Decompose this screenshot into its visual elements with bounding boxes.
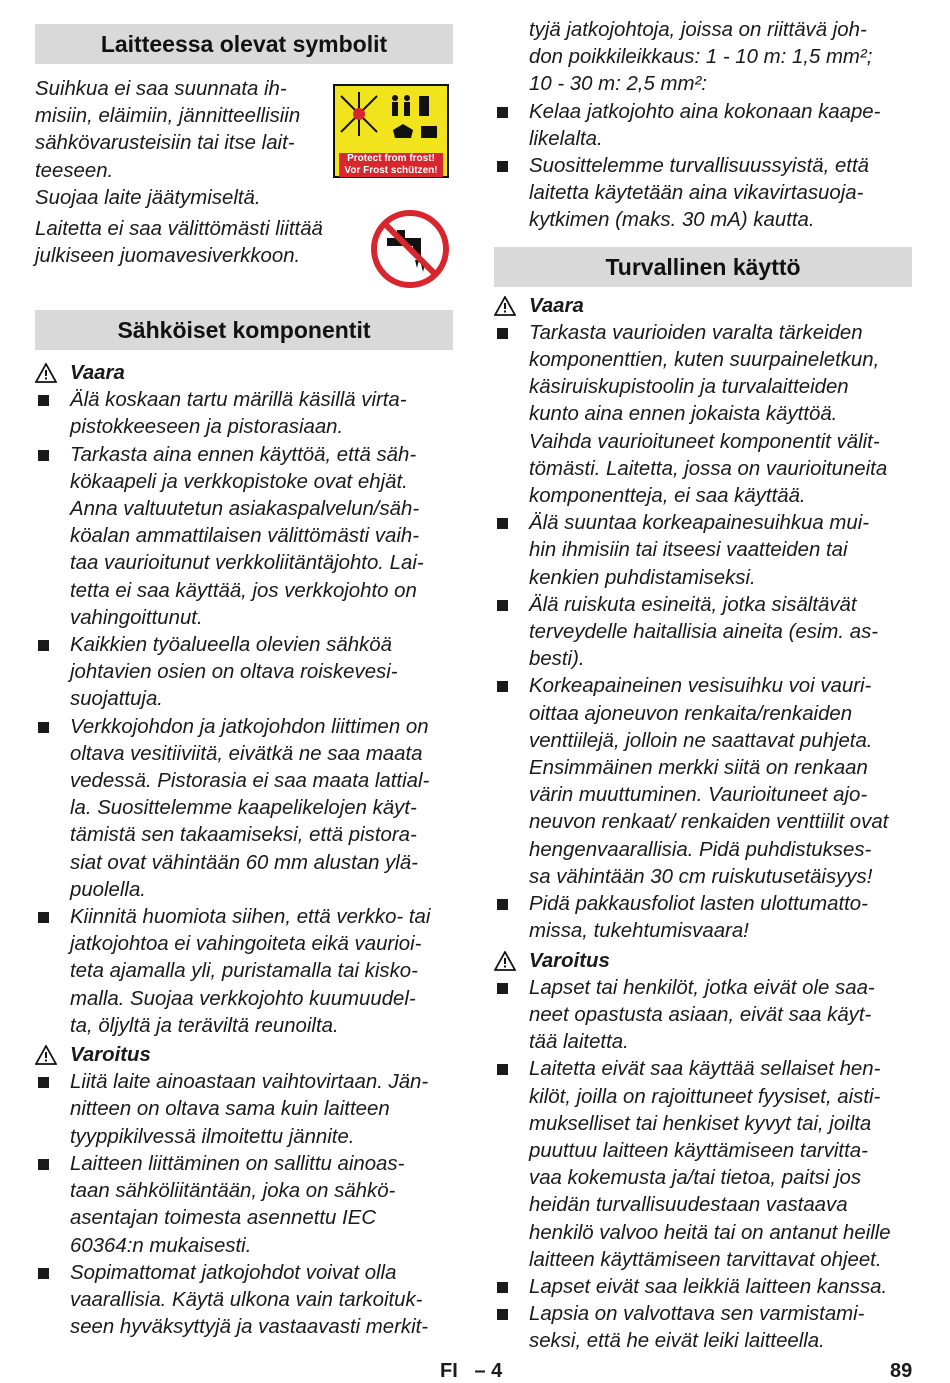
text-line: misiin, eläimiin, jännitteellisiin: [35, 105, 301, 128]
text-line: neuvon renkaat/ renkaiden venttiilit ovat: [529, 811, 889, 834]
text-line: terveydelle haitallisia aineita (esim. as-: [529, 621, 879, 644]
list-item: [494, 510, 912, 592]
bullet-square-icon: [497, 600, 508, 611]
text-line: tämistä sen takaamiseksi, että pistora-: [70, 824, 417, 847]
text-line: likelalta.: [529, 127, 603, 150]
danger-label: [35, 360, 453, 387]
warning-triangle-icon: [35, 1045, 57, 1065]
text-line: Korkeapaineinen vesisuihku voi vauri-: [529, 675, 872, 698]
text-line: Tarkasta aina ennen käyttöä, että säh-: [70, 443, 417, 466]
text-line: sa vähintään 30 cm ruiskutusetäisyys!: [529, 865, 873, 888]
text-line: Kelaa jatkojohto aina kokonaan kaape-: [529, 100, 881, 123]
warning-triangle-icon: [494, 951, 516, 971]
text-line: komponenttien, kuten suurpaineletkun,: [529, 349, 880, 372]
list-item: [35, 442, 453, 632]
bullet-square-icon: [38, 640, 49, 651]
bullet-square-icon: [38, 1077, 49, 1088]
text-line: kökaapeli ja verkkopistoke ovat ehjät.: [70, 470, 408, 493]
text-line: oltava vesitiiviitä, eivätkä ne saa maata: [70, 742, 423, 765]
text-line: nitteen on oltava sama kuin laitteen: [70, 1098, 390, 1121]
text-line: malla. Suojaa verkkojohto kuumuudel-: [70, 987, 416, 1010]
text-line: Älä koskaan tartu märillä käsillä virta-: [70, 389, 407, 412]
warning-label: [494, 948, 912, 975]
text-line: don poikkileikkaus: 1 - 10 m: 1,5 mm²;: [529, 46, 873, 69]
bullet-square-icon: [497, 161, 508, 172]
bullet-square-icon: [38, 1159, 49, 1170]
text-line: laitetta käytetään aina vikavirtasuoja-: [529, 182, 864, 205]
text-line: Lapset eivät saa leikkiä laitteen kanssa.: [529, 1275, 888, 1298]
text-line: besti).: [529, 648, 585, 671]
footer-language-page: FI – 4: [440, 1360, 503, 1382]
list-item: [494, 1301, 912, 1355]
text-line: asentajan toimesta asennettu IEC: [70, 1207, 377, 1230]
list-item: [494, 320, 912, 510]
text-line: missa, tukehtumisvaara!: [529, 920, 749, 943]
text-line: johtavien osien on oltava roiskevesi-: [70, 661, 398, 684]
text-line: Vaihda vaurioituneet komponentit välit-: [529, 430, 880, 453]
text-line: köalan ammattilaisen välittömästi vaih-: [70, 525, 420, 548]
bullet-square-icon: [497, 1309, 508, 1320]
text-line: vedessä. Pistorasia ei saa maata lattial-: [70, 770, 430, 793]
list-item: [35, 1069, 453, 1151]
text-line: suojattuja.: [70, 688, 163, 711]
left-column: [35, 0, 453, 1341]
warning-triangle-icon: [35, 363, 57, 383]
text-line: Suojaa laite jäätymiseltä.: [35, 186, 261, 209]
text-line: neet opastusta asiaan, eivät saa käyt-: [529, 1003, 872, 1026]
text-line: Laitetta ei saa välittömästi liittää: [35, 218, 323, 240]
list-item: [35, 1260, 453, 1342]
section-heading-safe-use: Turvallinen käyttö: [494, 247, 912, 287]
text-line: kenkien puhdistamiseksi.: [529, 566, 756, 589]
text-line: laitteen käyttämiseen tarvittavat ohjeet.: [529, 1248, 882, 1271]
frost-sign-label: [339, 153, 443, 177]
list-item: [35, 904, 453, 1040]
list-item: [494, 99, 912, 153]
bullet-square-icon: [497, 1064, 508, 1075]
bullet-square-icon: [497, 107, 508, 118]
text-line: vaa kokemusta ja/tai tietoa, paitsi jos: [529, 1167, 862, 1190]
text-line: käsiruiskupistoolin ja turvalaitteiden: [529, 376, 849, 399]
bullet-square-icon: [497, 681, 508, 692]
text-line: pistokkeeseen ja pistorasiaan.: [70, 416, 344, 439]
symbols-text-2: [35, 216, 365, 270]
footer-page-number: 89: [890, 1360, 913, 1382]
text-line: Liitä laite ainoastaan vaihtovirtaan. Jän-: [70, 1071, 429, 1094]
text-line: julkiseen juomavesiverkkoon.: [35, 245, 301, 268]
text-line: henkilö valvoo heitä tai on antanut heille: [529, 1221, 891, 1244]
text-line: Kaikkien työalueella olevien sähköä: [70, 634, 392, 657]
frost-warning-sign-icon: [333, 84, 449, 178]
bullet-square-icon: [38, 912, 49, 923]
text-line: Ensimmäinen merkki siitä on renkaan: [529, 757, 868, 780]
text-line: Pidä pakkausfoliot lasten ulottumatto-: [529, 893, 868, 916]
text-line: vaarallisia. Käytä ulkona vain tarkoituk-: [70, 1288, 423, 1311]
warning-triangle-icon: [494, 296, 516, 316]
bullet-square-icon: [497, 899, 508, 910]
text-line: oittaa ajoneuvon renkaita/renkaiden: [529, 702, 853, 725]
symbols-text-1: [35, 76, 325, 212]
text-line: jatkojohtoa ei vahingoiteta eikä vaurioi-: [70, 933, 422, 956]
danger-label: [494, 293, 912, 320]
text-line: seen hyväksyttyjä ja vastaavasti merkit-: [70, 1316, 429, 1339]
text-line: la. Suosittelemme kaapelikelojen käyt-: [70, 797, 417, 820]
sign-label-line-1: Protect from frost!: [347, 153, 435, 164]
warning-text: Varoitus: [70, 1044, 151, 1067]
text-line: taan sähköliitäntään, joka on sähkö-: [70, 1180, 396, 1203]
text-line: Kiinnitä huomiota siihen, että verkko- tai: [70, 906, 431, 929]
bullet-square-icon: [497, 518, 508, 529]
text-line: Laitetta eivät saa käyttää sellaiset hen-: [529, 1058, 881, 1081]
frost-sign-graphic: [335, 86, 447, 148]
text-line: Verkkojohdon ja jatkojohdon liittimen on: [70, 715, 429, 738]
text-line: ta, öljyltä ja teräviltä reunoilta.: [70, 1014, 339, 1037]
text-line: komponentteja, ei saa käyttää.: [529, 485, 806, 508]
text-line: vahingoittunut.: [70, 606, 203, 629]
text-line: teeseen.: [35, 159, 114, 182]
symbols-row-1: [35, 76, 453, 209]
text-line: 10 - 30 m: 2,5 mm²:: [529, 73, 707, 96]
bullet-square-icon: [497, 983, 508, 994]
warning-label: [35, 1042, 453, 1069]
text-line: seksi, että he eivät leiki laitteella.: [529, 1330, 825, 1353]
list-item: [494, 153, 912, 235]
text-line: heidän turvallisuudestaan vastaava: [529, 1194, 848, 1217]
text-line: taa vaurioitunut verkkoliitäntäjohto. Lai-: [70, 552, 424, 575]
section-heading-electrical: Sähköiset komponentit: [35, 310, 453, 350]
bullet-square-icon: [497, 1282, 508, 1293]
bullet-square-icon: [38, 722, 49, 733]
list-item: [494, 891, 912, 945]
text-line: Anna valtuutetun asiakaspalvelun/säh-: [70, 498, 420, 521]
section-heading-symbols: Laitteessa olevat symbolit: [35, 24, 453, 64]
list-item: [494, 1274, 912, 1301]
bullet-square-icon: [38, 450, 49, 461]
text-line: Älä suuntaa korkeapainesuihkua mui-: [529, 512, 870, 535]
list-item: [494, 1056, 912, 1274]
text-line: värin muuttuminen. Vaurioituneet ajo-: [529, 784, 868, 807]
text-line: kytkimen (maks. 30 mA) kautta.: [529, 209, 815, 232]
text-line: Lapsia on valvottava sen varmistami-: [529, 1303, 865, 1326]
right-column: [494, 0, 912, 1356]
sign-label-line-2: Vor Frost schützen!: [344, 165, 438, 176]
list-item: [35, 632, 453, 714]
text-line: tyjä jatkojohtoja, joissa on riittävä joh-: [529, 19, 867, 41]
text-line: venttiilejä, jolloin ne saattavat puhjeta.: [529, 729, 873, 752]
bullet-square-icon: [497, 328, 508, 339]
text-line: Tarkasta vaurioiden varalta tärkeiden: [529, 321, 863, 344]
text-line: teta ajamalla yli, puristamalla tai kisko-: [70, 960, 418, 983]
text-line: Älä ruiskuta esineitä, jotka sisältävät: [529, 593, 857, 616]
text-line: tömästi. Laitetta, jossa on vaurioituneita: [529, 457, 888, 480]
text-line: puuttuu laitteen käyttämiseen tarvitta-: [529, 1139, 868, 1162]
bullet-square-icon: [38, 395, 49, 406]
text-line: Lapset tai henkilöt, jotka eivät ole saa-: [529, 976, 875, 999]
list-item: [494, 673, 912, 891]
text-line: Laitteen liittäminen on sallittu ainoas-: [70, 1152, 405, 1175]
text-line: Suosittelemme turvallisuussyistä, että: [529, 155, 869, 178]
continued-paragraph: [494, 17, 912, 99]
list-item: [494, 592, 912, 674]
list-item: [35, 714, 453, 904]
text-line: siat ovat vähintään 60 mm alustan ylä-: [70, 851, 418, 874]
danger-text: Vaara: [70, 362, 125, 384]
text-line: kilöt, joilla on rajoittuneet fyysiset, aisti-: [529, 1085, 881, 1108]
list-item: [35, 387, 453, 441]
text-line: tää laitetta.: [529, 1031, 629, 1054]
text-line: puolella.: [70, 878, 146, 901]
text-line: hin ihmisiin tai itseesi vaatteiden tai: [529, 539, 848, 562]
symbols-row-2: [35, 216, 453, 306]
bullet-square-icon: [38, 1268, 49, 1279]
warning-text: Varoitus: [529, 949, 610, 972]
list-item: [494, 975, 912, 1057]
text-line: tyyppikilvessä ilmoitettu jännite.: [70, 1125, 355, 1148]
text-line: tetta ei saa käyttää, jos verkkojohto on: [70, 579, 417, 602]
text-line: sähkövarusteisiin tai itse lait-: [35, 132, 295, 155]
text-line: hengenvaarallisia. Pidä puhdistukses-: [529, 838, 872, 861]
text-line: 60364:n mukaisesti.: [70, 1234, 252, 1257]
text-line: Suihkua ei saa suunnata ih-: [35, 78, 287, 100]
no-drinking-water-connection-icon: [369, 208, 451, 290]
text-line: mukselliset tai henkiset kyvyt tai, joilta: [529, 1112, 872, 1135]
text-line: Sopimattomat jatkojohdot voivat olla: [70, 1261, 397, 1284]
text-line: kunto aina ennen jokaista käyttöä.: [529, 403, 838, 426]
danger-text: Vaara: [529, 294, 584, 317]
list-item: [35, 1151, 453, 1260]
